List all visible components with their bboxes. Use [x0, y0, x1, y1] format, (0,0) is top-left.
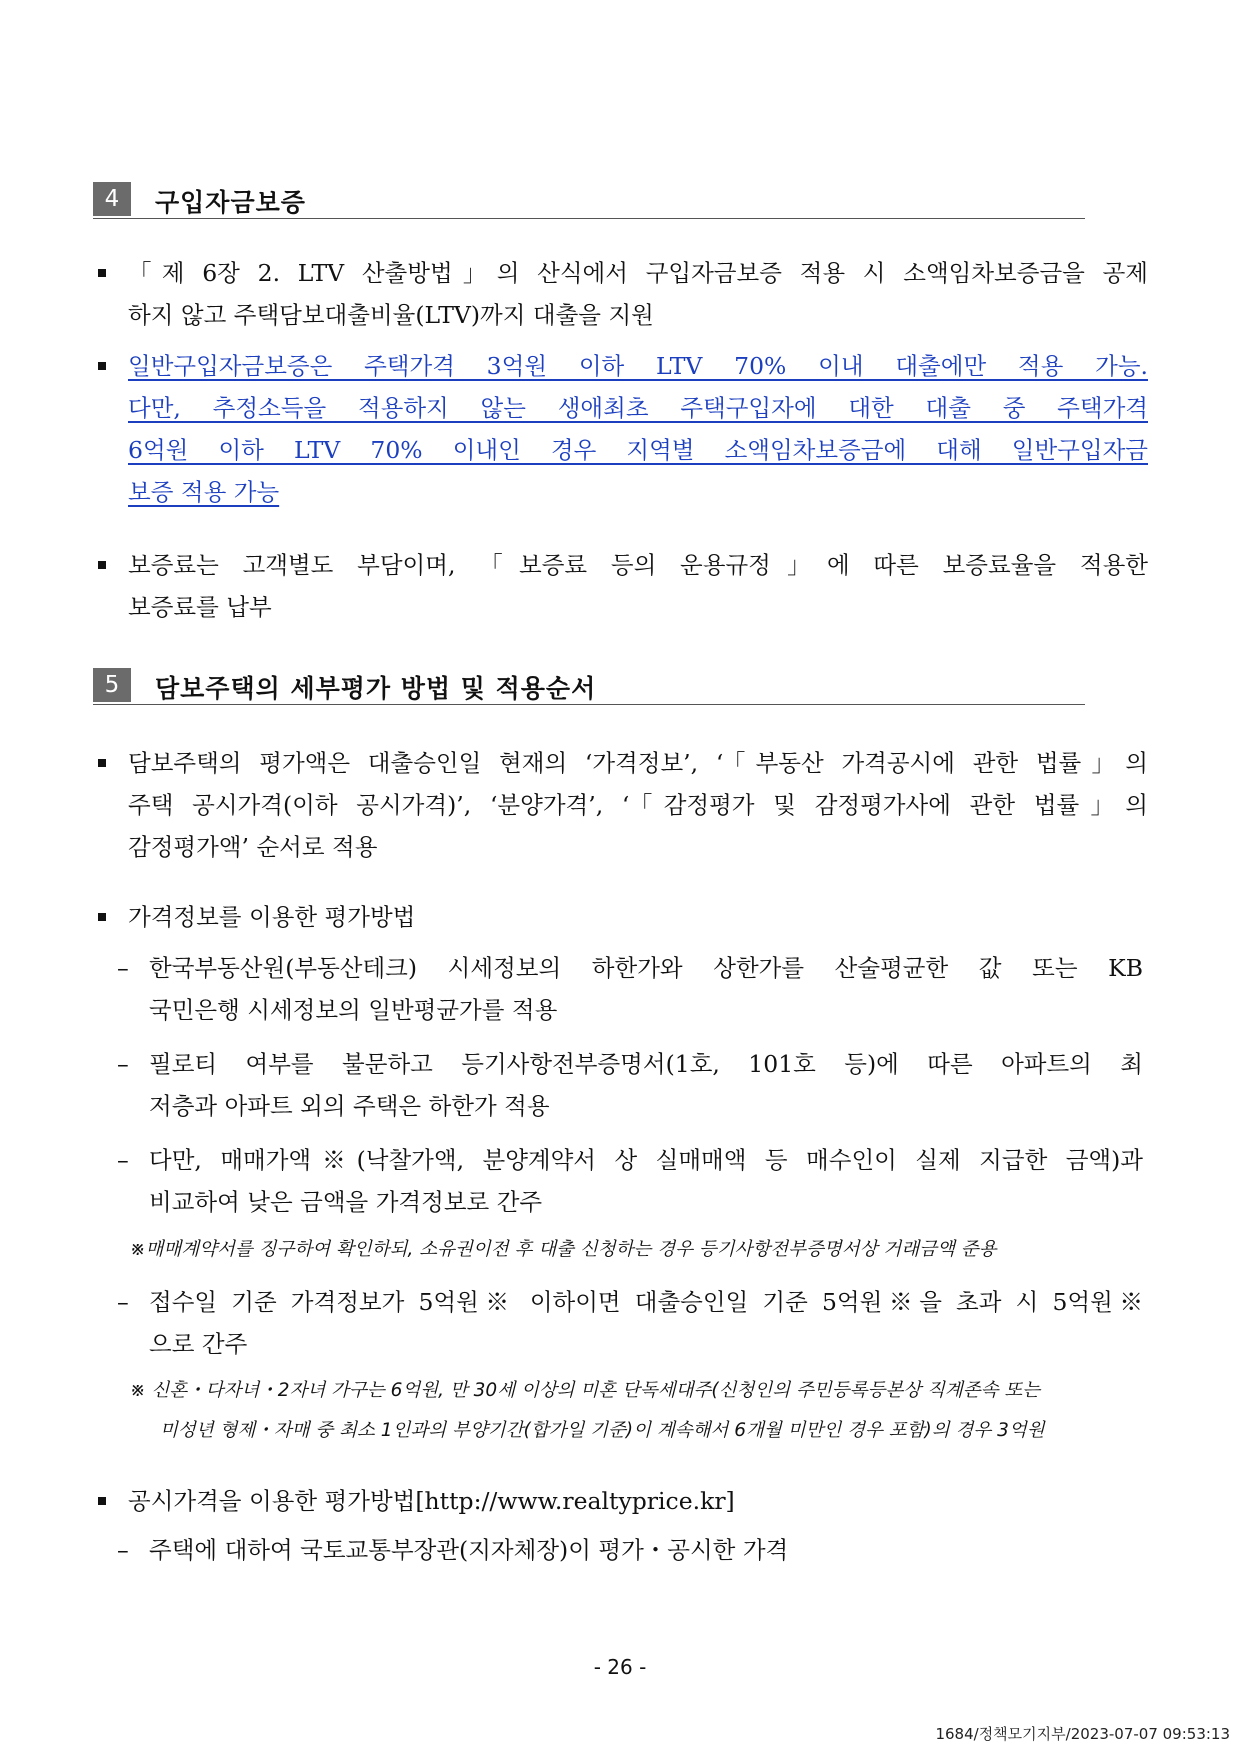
note-2-line-1: ※ 신혼・다자녀・2자녀 가구는 6억원, 만 30세 이상의 미혼 단독세대주(신청인의 주민등록등본상 직계존속 또는 — [130, 1380, 1041, 1401]
text-line: 한국부동산원(부동산테크) 시세정보의 하한가와 상한가를 산술평균한 값 또는 KB — [149, 954, 1143, 982]
section-4-bullet-1 — [98, 252, 1148, 336]
dash-item-1 — [113, 947, 1143, 1031]
dash-item-2 — [113, 1043, 1143, 1127]
section-5-bullet-1 — [98, 742, 1148, 868]
dash-mark: – — [117, 1536, 129, 1564]
note-2-line-2: 미성년 형제・자매 중 최소 1인과의 부양기간(합가일 기준)이 계속해서 6개월 미만인 경우 포함)의 경우 3억원 — [160, 1420, 1045, 1441]
text-line: 다만, 추정소득을 적용하지 않는 생애최초 주택구입자에 대한 대출 중 주택가격 — [128, 394, 1148, 422]
dash-mark: – — [117, 954, 129, 982]
section-4-bullet-2 — [98, 345, 1148, 513]
text-line: 가격정보를 이용한 평가방법 — [128, 903, 416, 931]
dash-item-3 — [113, 1139, 1143, 1223]
text-line: 저층과 아파트 외의 주택은 하한가 적용 — [149, 1092, 550, 1120]
dash-item-4 — [113, 1281, 1143, 1365]
section-5-header — [93, 668, 1085, 705]
bullet-icon — [98, 759, 106, 767]
text-line: 국민은행 시세정보의 일반평균가를 적용 — [149, 996, 558, 1024]
text-line: 6억원 이하 LTV 70% 이내인 경우 지역별 소액임차보증금에 대해 일반구입자금 — [128, 436, 1148, 464]
bullet-icon — [98, 561, 106, 569]
text-line: 일반구입자금보증은 주택가격 3억원 이하 LTV 70% 이내 대출에만 적용 가능. — [128, 352, 1148, 380]
dash-mark: – — [117, 1050, 129, 1078]
section-4-title: 구입자금보증 — [155, 188, 306, 217]
section-4-header — [93, 182, 1085, 219]
text-line: 주택에 대하여 국토교통부장관(지자체장)이 평가・공시한 가격 — [149, 1536, 789, 1564]
text-line: 접수일 기준 가격정보가 5억원※ 이하이면 대출승인일 기준 5억원※을 초과 시 5억원※ — [149, 1288, 1143, 1316]
dash-mark: – — [117, 1288, 129, 1316]
text-line: 으로 간주 — [149, 1330, 248, 1358]
bullet-icon — [98, 269, 106, 277]
footer-stamp: 1684/정책모기지부/2023-07-07 09:53:13 — [935, 1725, 1230, 1743]
text-line: 보증 적용 가능 — [128, 478, 280, 506]
text-line: 보증료는 고객별도 부담이며, 「보증료 등의 운용규정」에 따른 보증료율을 적용한 — [128, 551, 1148, 579]
text-line: 보증료를 납부 — [128, 593, 272, 621]
text-line: 주택 공시가격(이하 공시가격)’, ‘분양가격’, ‘「감정평가 및 감정평가사에 관한 법률」의 — [128, 791, 1148, 819]
section-5-bullet-2 — [98, 896, 1148, 938]
dash-mark: – — [117, 1146, 129, 1174]
bullet-icon — [98, 913, 106, 921]
text-line: 비교하여 낮은 금액을 가격정보로 간주 — [149, 1188, 543, 1216]
text-line: 다만, 매매가액※(낙찰가액, 분양계약서 상 실매매액 등 매수인이 실제 지급한 금액)과 — [149, 1146, 1143, 1174]
dash-item-5 — [113, 1529, 1143, 1571]
section-5-title: 담보주택의 세부평가 방법 및 적용순서 — [155, 674, 597, 703]
text-line: 필로티 여부를 불문하고 등기사항전부증명서(1호, 101호 등)에 따른 아파트의 최 — [149, 1050, 1143, 1078]
bullet-icon — [98, 1497, 106, 1505]
text-line: 감정평가액’ 순서로 적용 — [128, 833, 378, 861]
text-line: 「제 6장 2. LTV 산출방법」의 산식에서 구입자금보증 적용 시 소액임차보증금을 공제 — [128, 259, 1148, 287]
page-number: - 26 - — [593, 1655, 647, 1679]
bullet-icon — [98, 362, 106, 370]
section-4-number: 4 — [93, 182, 131, 216]
text-line: 담보주택의 평가액은 대출승인일 현재의 ‘가격정보’, ‘「부동산 가격공시에 관한 법률」의 — [128, 749, 1148, 777]
note-1: ※매매계약서를 징구하여 확인하되, 소유권이전 후 대출 신청하는 경우 등기사항전부증명서상 거래금액 준용 — [130, 1239, 997, 1260]
section-5-bullet-3 — [98, 1480, 1148, 1522]
section-4-bullet-3 — [98, 544, 1148, 628]
text-line: 하지 않고 주택담보대출비율(LTV)까지 대출을 지원 — [128, 301, 654, 329]
text-line: 공시가격을 이용한 평가방법[http://www.realtyprice.kr] — [128, 1487, 735, 1515]
section-5-number: 5 — [93, 668, 131, 702]
